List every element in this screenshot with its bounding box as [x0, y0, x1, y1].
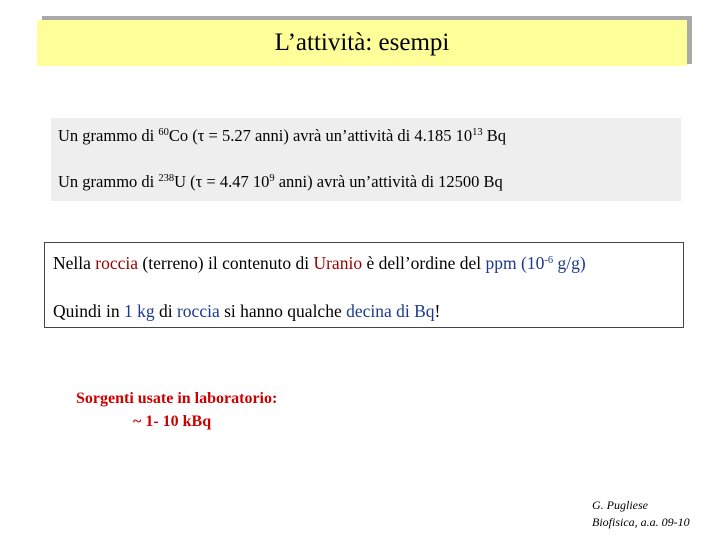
cobalt-prefix: Un grammo di [58, 126, 159, 145]
ppm-close: g/g) [553, 253, 586, 273]
kg-value: 1 kg [123, 301, 155, 321]
uranium-prefix: Un grammo di [58, 172, 159, 191]
uranium-word: Uranio [313, 253, 363, 273]
uranium-symbol: U [174, 172, 187, 191]
ppm-open: ppm (10 [485, 253, 545, 273]
cobalt-exponent: 13 [472, 127, 483, 138]
activity-text-3: si hanno qualche [219, 301, 347, 321]
decina-bq: decina di Bq [346, 301, 435, 321]
rock-text-1: Nella [53, 253, 96, 273]
activity-text-2: di [154, 301, 177, 321]
cobalt-activity-text: (τ = 5.27 anni) avrà un’attività di 4.185 10 [188, 126, 473, 145]
rock-word: roccia [95, 253, 139, 273]
activity-text-4: ! [434, 301, 441, 321]
author-name: G. Pugliese [592, 498, 648, 512]
activity-text-1: Quindi in [53, 301, 124, 321]
rock-activity-line [53, 301, 440, 322]
sources-heading: Sorgenti usate in laboratorio: [76, 390, 278, 407]
ppm-value [486, 253, 586, 273]
ppm-exponent: -6 [544, 255, 554, 266]
slide-title: L’attività: esempi [274, 29, 450, 56]
rock-text-2: (terreno) il contenuto di [138, 253, 314, 273]
cobalt-symbol: Co [168, 126, 189, 145]
rock-content-line [53, 253, 586, 274]
cobalt-mass-number: 60 [158, 127, 169, 138]
rock-word-2: roccia [176, 301, 220, 321]
uranium-lifetime-text: (τ = 4.47 10 [186, 172, 270, 191]
title-banner [37, 20, 687, 66]
uranium-mass-number: 238 [158, 173, 175, 184]
author-credit [592, 497, 690, 531]
uranium-activity-text: anni) avrà un’attività di 12500 Bq [274, 172, 503, 191]
lab-sources [76, 387, 277, 433]
uranium-exponent: 9 [269, 173, 275, 184]
uranium-example [58, 172, 503, 192]
rock-text-3: è dell’ordine del [362, 253, 486, 273]
cobalt-unit: Bq [482, 126, 507, 145]
cobalt-example [58, 126, 506, 146]
sources-range: ~ 1- 10 kBq [133, 413, 212, 430]
course-info: Biofisica, a.a. 09-10 [592, 515, 690, 529]
